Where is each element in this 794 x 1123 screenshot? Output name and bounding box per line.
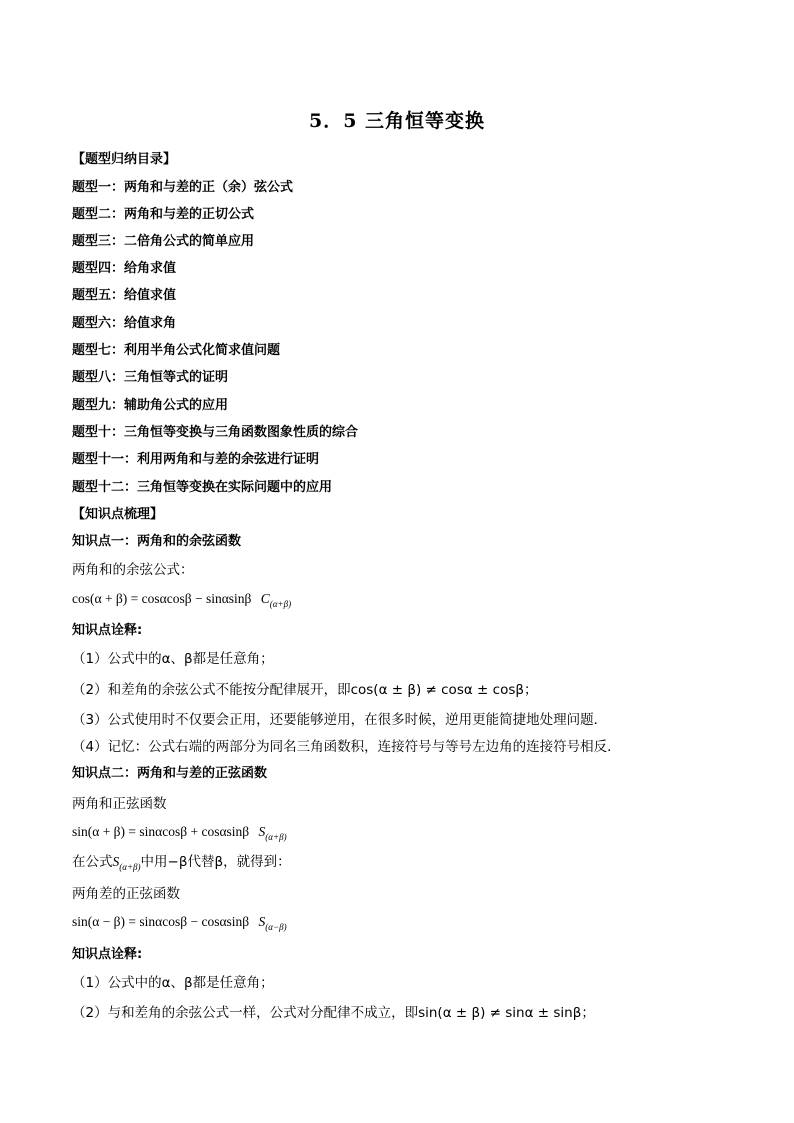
kp1-note: （1）公式中的α、β都是任意角； xyxy=(72,651,274,667)
kp1-formula-sub: (α+β) xyxy=(269,599,292,609)
kp2-note-title: 知识点诠释: xyxy=(72,947,143,962)
toc-item: 题型十一：利用两角和与差的余弦进行证明 xyxy=(72,452,320,467)
toc-item: 题型七：利用半角公式化简求值问题 xyxy=(72,343,281,358)
kp2-formula-sum-line xyxy=(72,823,287,846)
kp1-note-title: 知识点诠释: xyxy=(72,623,143,638)
kp2-replace-sub: (α+β) xyxy=(119,862,141,872)
toc-item: 题型八：三角恒等式的证明 xyxy=(72,370,229,385)
kp2-formula-diff-sub: (α−β) xyxy=(265,922,287,932)
kp1-note: （4）记忆：公式右端的两部分为同名三角函数积，连接符号与等号左边角的连接符号相反． xyxy=(72,739,621,755)
page-title: 5．5 三角恒等变换 xyxy=(308,110,486,132)
kp2-formula-sum-label: S xyxy=(258,824,266,839)
kp2-replace-pre: 在公式 xyxy=(72,854,113,870)
kp2-title: 知识点二：两角和与差的正弦函数 xyxy=(72,766,268,781)
kp1-note: （3）公式使用时不仅要会正用，还要能够逆用，在很多时候，逆用更能简捷地处理问题． xyxy=(72,712,608,728)
toc-item: 题型六：给值求角 xyxy=(72,316,177,331)
toc-item: 题型一：两角和与差的正（余）弦公式 xyxy=(72,180,294,195)
kp2-intro-diff: 两角差的正弦函数 xyxy=(72,886,180,902)
kp2-formula-diff: sin(α − β) = sinαcosβ − cosαsinβ xyxy=(72,914,250,929)
kp1-note: （2）和差角的余弦公式不能按分配律展开，即cos(α ± β) ≠ cosα ± cosβ； xyxy=(72,682,538,698)
kp2-replace-label: S xyxy=(112,854,120,869)
kp1-intro: 两角和的余弦公式： xyxy=(72,562,194,578)
knowledge-header: 【知识点梳理】 xyxy=(72,507,164,522)
kp2-intro-sum: 两角和正弦函数 xyxy=(72,796,167,812)
kp1-formula-line xyxy=(72,590,291,613)
toc-item: 题型九：辅助角公式的应用 xyxy=(72,398,229,413)
toc-item: 题型十二：三角恒等变换在实际问题中的应用 xyxy=(72,480,333,495)
kp2-formula-sum: sin(α + β) = sinαcosβ + cosαsinβ xyxy=(72,824,250,839)
kp2-formula-diff-line xyxy=(72,913,287,936)
kp2-formula-diff-label: S xyxy=(258,914,266,929)
toc-item: 题型十：三角恒等变换与三角函数图象性质的综合 xyxy=(72,425,359,440)
kp2-note: （1）公式中的α、β都是任意角； xyxy=(72,975,274,991)
toc-item: 题型二：两角和与差的正切公式 xyxy=(72,207,255,222)
kp1-title: 知识点一：两角和的余弦函数 xyxy=(72,534,242,549)
kp2-note: （2）与和差角的余弦公式一样，公式对分配律不成立，即sin(α ± β) ≠ sinα ± sinβ； xyxy=(72,1005,595,1021)
kp1-formula: cos(α + β) = cosαcosβ − sinαsinβ xyxy=(72,591,252,606)
kp2-replace-post: 中用−β代替β，就得到： xyxy=(140,854,291,870)
kp1-formula-label: C xyxy=(260,591,270,606)
kp2-replace-line xyxy=(72,853,291,876)
toc-header: 【题型归纳目录】 xyxy=(72,152,177,167)
kp2-formula-sum-sub: (α+β) xyxy=(265,832,287,842)
toc-item: 题型三：二倍角公式的简单应用 xyxy=(72,234,255,249)
toc-item: 题型五：给值求值 xyxy=(72,288,177,303)
toc-item: 题型四：给角求值 xyxy=(72,261,177,276)
